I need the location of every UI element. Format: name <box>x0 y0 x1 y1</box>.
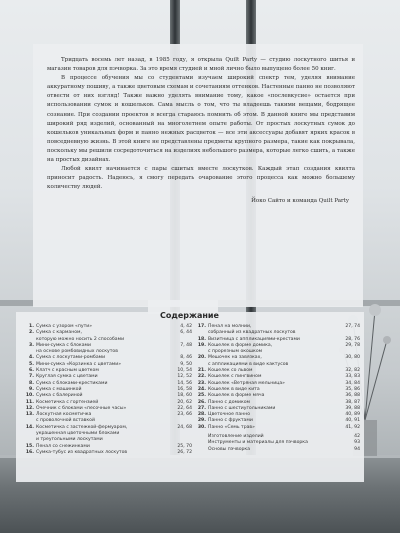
toc-entry-title: Панно с фруктами <box>208 418 253 424</box>
toc-entry-number: 17. <box>197 324 206 329</box>
toc-entry-title: Лоскутная косметичка с проволочной вставкой <box>36 412 95 424</box>
toc-entry <box>24 425 192 444</box>
toc-entry-title: Мини-сумка «Корзинка с цветами» <box>36 361 122 367</box>
toc-entry-pages: 12, 52 <box>177 374 192 380</box>
toc-entry-title: Панно с домиком <box>208 399 251 405</box>
toc-title: Содержание <box>160 311 219 320</box>
toc-entry <box>196 343 360 356</box>
toc-entry-pages: 16, 58 <box>177 386 192 392</box>
toc-entry-title: Сумка-тубус из квадратных лоскутов <box>36 449 128 455</box>
toc-entry-pages: 10, 54 <box>177 368 192 374</box>
toc-entry-title: Визитница с аппликациями-крестами <box>208 336 300 342</box>
toc-entry-title: Клатч с красным цветком <box>36 368 99 374</box>
toc-entry-title: Кошелек со львом <box>208 368 253 374</box>
toc-entry-title: Пенал со снежинками <box>36 443 90 449</box>
toc-entry <box>196 447 360 453</box>
toc-entry-title: Кошелек с пингвином <box>208 374 262 380</box>
toc-entry-number: 3. <box>29 342 34 348</box>
toc-entry-pages: 28, 76 <box>345 336 360 342</box>
toc-entry-number: 19. <box>197 342 206 348</box>
toc-entry-title: Панно «Семь трав» <box>208 424 255 430</box>
toc-entry-title: Круглая сумка с цветами <box>36 374 98 380</box>
toc-entry-title: Кошелек в форме домика, с прорезным окошком <box>208 342 273 355</box>
toc-entry-pages: 94 <box>354 446 360 452</box>
toc-right-column <box>196 324 360 453</box>
toc-entry-pages: 39, 88 <box>345 405 360 411</box>
toc-entry-pages: 35, 86 <box>345 386 360 392</box>
toc-entry-number: 27. <box>197 405 206 411</box>
toc-entry-pages: 8, 46 <box>180 355 192 361</box>
toc-entry <box>196 324 360 337</box>
toc-entry-title: Панно с шестиугольниками <box>208 405 276 411</box>
toc-entry-number: 9. <box>29 386 34 392</box>
toc-entry-number: 22. <box>197 374 206 380</box>
toc-entry-title: Сумка с машинкой <box>36 386 82 392</box>
toc-entry-pages: 40, 91 <box>345 418 360 424</box>
toc-entry-pages: 9, 50 <box>180 361 192 367</box>
toc-entry-title: Кошелек «Ветряная мельница» <box>208 380 285 386</box>
toc-entry-number: 15. <box>25 443 34 449</box>
toc-entry <box>24 330 192 343</box>
toc-entry-pages: 20, 62 <box>177 399 192 405</box>
toc-entry-title: Мешочек на завязках, с аппликациями в виде кактусов <box>208 355 289 367</box>
toc-entry-pages: 93 <box>354 440 360 446</box>
toc-entry-number: 5. <box>29 361 34 367</box>
toc-entry-pages: 30, 80 <box>345 355 360 361</box>
toc-entry-title: Кошелек в виде кита <box>208 386 260 392</box>
toc-entry-number: 28. <box>197 412 206 418</box>
toc-entry-title: Очечник с блоками «песочные часы» <box>36 405 127 411</box>
intro-paragraph: В процессе обучения мы со студентами изучаем широкий спектр тем, уделяя внимание аккуратному пошиву, а также цветовым схемам и сочетаниям оттенков. Настенные панно не позволяют отвести от них взгляд! Также важно уделять внимание тому, какое «послевкусие» остается при использовании сумок и кошельков. Сама мысль о том, что ты владеешь такими вещами, бодрящее сознание. При создании проектов я всегда стараюсь помнить об этом. В данной книге мы представим широкий ряд изделий, основанный на многолетнем опыте работы. От простых лоскутных сумок до кошельков уникальных форм и панно нежных расцветок — все эти аксессуары добавят ярких красок в повседневную жизнь. В этой книге не представлены предметы крупного размера, такие как покрывала, поскольку мы решили сосредоточиться на изделиях небольшого размера, которые легко сшить, а также на простых дизайнах. <box>47 75 355 164</box>
intro-text <box>47 56 355 207</box>
toc-entry-title: Мини-сумка с блоками на основе ромбовидных лоскутов <box>36 342 118 355</box>
toc-entry-number: 25. <box>197 393 206 399</box>
toc-entry-number: 29. <box>197 418 206 424</box>
toc-entry-number: 1. <box>29 324 34 329</box>
toc-entry-pages: 42 <box>354 434 360 440</box>
toc-entry-title: Изготовление изделий <box>208 434 264 440</box>
toc-entry-pages: 18, 60 <box>177 393 192 399</box>
toc-entry-title: Косметичка с гортензией <box>36 399 99 405</box>
toc-entry <box>196 425 360 431</box>
toc-entry-pages: 27, 74 <box>345 324 360 329</box>
toc-entry-title: Косметичка с застежкой-фермуаром, украшенная цветочными блоками и треугольными лоскутами <box>36 424 128 443</box>
intro-paragraph: Любой квилт начинается с пары сшитых вместе лоскутков. Каждый этап создания квилта приносит радость. Надеюсь, я смогу передать очарование этого процесса как можно большему количеству людей. <box>47 166 355 191</box>
toc-entry-number: 2. <box>29 330 34 336</box>
toc-entry-number: 14. <box>25 424 34 430</box>
toc-entry-title: Основы пэчворка <box>208 446 251 452</box>
toc-entry-pages: 6, 44 <box>180 330 192 336</box>
toc-entry-number: 8. <box>29 380 34 386</box>
toc-entry-number: 23. <box>197 380 206 386</box>
toc-left-column <box>24 324 192 456</box>
toc-entry-pages: 41, 92 <box>345 424 360 430</box>
toc-entry-title: Сумка с карманом, которую можно носить 2 способами <box>36 330 125 342</box>
toc-entry-number: 6. <box>29 368 34 374</box>
toc-entry-number: 30. <box>197 424 206 430</box>
intro-signature: Йоко Сайто и команда Quilt Party <box>251 198 349 205</box>
toc-entry-number: 16. <box>25 449 34 455</box>
toc-entry-pages: 40, 89 <box>345 412 360 418</box>
toc-entry-pages: 32, 82 <box>345 368 360 374</box>
toc-entry-title: Сумка с лоскутами-ромбами <box>36 355 106 361</box>
toc-entry-number: 21. <box>197 368 206 374</box>
toc-entry-number: 26. <box>197 399 206 405</box>
toc-entry-pages: 7, 48 <box>180 342 192 348</box>
intro-paragraph: Тридцать восемь лет назад, в 1985 году, я открыла Quilt Party — студию лоскутного шитья и магазин товаров для пэчворка. За это время студией и мной лично было выпущено более 50 книг. <box>47 57 355 73</box>
toc-entry-pages: 26, 72 <box>177 449 192 455</box>
toc-entry-title: Кошелек в форме мяча <box>208 393 265 399</box>
toc-entry-title: Сумка с балериной <box>36 393 83 399</box>
toc-entry-title: Сумка с узором «пути» <box>36 324 93 329</box>
toc-entry-pages: 14, 56 <box>177 380 192 386</box>
toc-entry-title: Цветочное панно <box>208 412 251 418</box>
toc-entry <box>24 343 192 356</box>
toc-entry-title: Пенал на молнии, собранный из квадратных лоскутов <box>208 324 296 336</box>
toc-entry-pages: 38, 87 <box>345 399 360 405</box>
toc-entry-number: 20. <box>197 355 206 361</box>
toc-entry <box>24 412 192 425</box>
toc-entry-number: 10. <box>25 393 34 399</box>
toc-entry-pages: 25, 70 <box>177 443 192 449</box>
toc-entry-number: 24. <box>197 386 206 392</box>
toc-entry-pages: 4, 42 <box>180 324 192 329</box>
toc-entry-title: Сумка с блоками-крестиками <box>36 380 108 386</box>
toc-entry-pages: 33, 83 <box>345 374 360 380</box>
toc-entry-pages: 24, 68 <box>177 424 192 430</box>
toc-entry-number: 7. <box>29 374 34 380</box>
toc-entry-number: 11. <box>25 399 34 405</box>
toc-entry-number: 13. <box>25 412 34 418</box>
toc-entry <box>196 355 360 368</box>
toc-entry-pages: 34, 84 <box>345 380 360 386</box>
toc-entry-pages: 22, 64 <box>177 405 192 411</box>
toc-entry <box>24 450 192 456</box>
toc-entry-number: 12. <box>25 405 34 411</box>
toc-entry-number: 18. <box>197 336 206 342</box>
toc-entry-pages: 29, 78 <box>345 342 360 348</box>
toc-entry-number: 4. <box>29 355 34 361</box>
toc-entry-pages: 23, 66 <box>177 412 192 418</box>
toc-entry-pages: 36, 88 <box>345 393 360 399</box>
toc-entry-title: Инструменты и материалы для пэчворка <box>208 440 308 446</box>
